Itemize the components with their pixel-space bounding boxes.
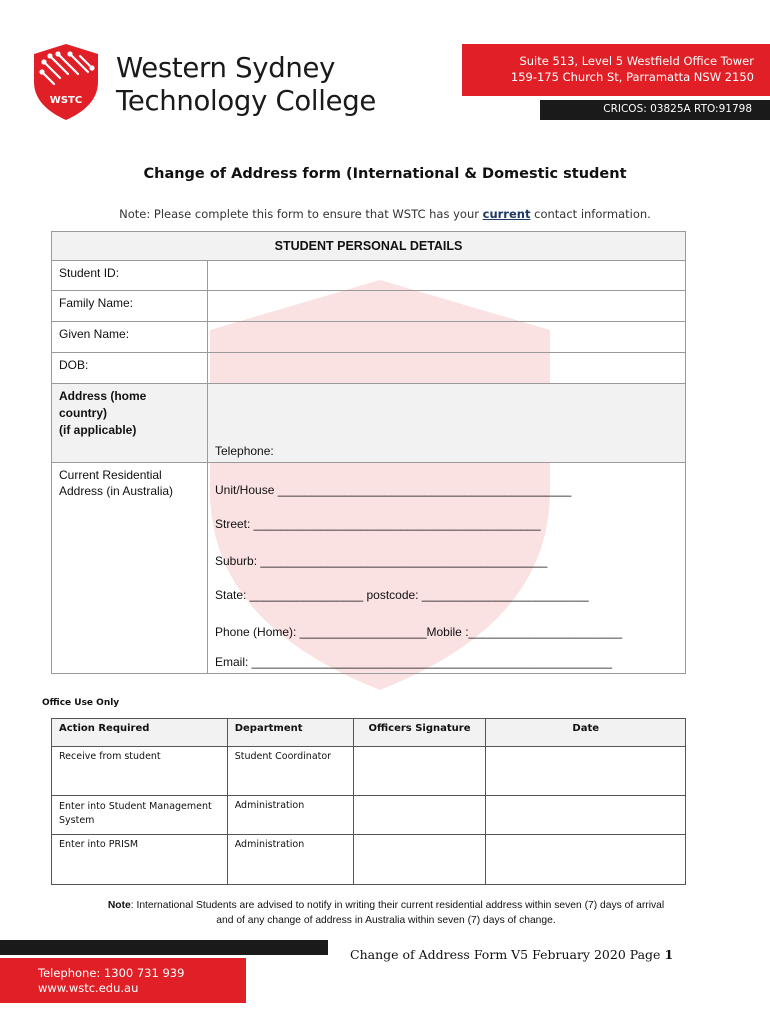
footer-website[interactable]: www.wstc.edu.au [38, 981, 139, 995]
given-name-label: Given Name: [59, 327, 130, 341]
note-top-text: Note: Please complete this form to ensure that WSTC has your [119, 207, 483, 221]
home-address-label [59, 388, 146, 439]
address-line2: 159-175 Church St, Parramatta NSW 2150 [510, 70, 754, 84]
home-address-field[interactable] [208, 384, 686, 434]
wstc-logo-icon [28, 40, 104, 122]
form-title: Change of Address form (International & Domestic student [143, 166, 627, 182]
college-name [116, 52, 376, 118]
signature-cell[interactable] [353, 747, 486, 796]
col-officers-signature: Officers Signature [353, 719, 486, 747]
col-action-required: Action Required [52, 719, 228, 747]
office-use-label: Office Use Only [42, 698, 120, 708]
table-row [52, 835, 686, 885]
student-id-label: Student ID: [59, 266, 120, 280]
home-address-label-line1: Address (home [59, 389, 147, 403]
note-bottom-bold: Note [107, 900, 131, 911]
family-name-label: Family Name: [59, 296, 134, 310]
street-field[interactable]: Street: ___________________________________________ [215, 517, 541, 531]
student-id-field[interactable] [208, 261, 686, 290]
note-top-text-end: contact information. [530, 207, 651, 221]
personal-details-table [51, 231, 686, 674]
note-top-emphasis: current [482, 207, 531, 221]
email-field[interactable]: Email: ______________________________________________________ [215, 655, 613, 669]
footer-black-band [0, 940, 328, 955]
footer-telephone: Telephone: 1300 731 939 [38, 966, 185, 980]
current-address-label-line1: Current Residential [59, 468, 162, 482]
table-cell: Enter into Student Management System [52, 796, 228, 835]
personal-details-heading: STUDENT PERSONAL DETAILS [52, 232, 685, 260]
note-top [0, 207, 770, 221]
table-row [52, 796, 686, 835]
table-cell: Administration [227, 796, 353, 835]
state-postcode-field[interactable]: State: _________________ postcode: _________________________ [215, 588, 589, 602]
date-cell[interactable] [486, 747, 686, 796]
dob-label: DOB: [59, 358, 89, 372]
signature-cell[interactable] [353, 796, 486, 835]
table-cell: Administration [227, 835, 353, 885]
note-bottom [36, 898, 736, 928]
page-number: 1 [664, 947, 674, 962]
note-bottom-line2: and of any change of address in Australia within seven (7) days of change. [216, 915, 556, 926]
current-address-label [59, 467, 173, 499]
note-bottom-line1: : International Students are advised to notify in writing their current residential address within seven (7) days of arrival [130, 900, 665, 911]
signature-cell[interactable] [353, 835, 486, 885]
telephone-label: Telephone: [215, 444, 274, 458]
given-name-field[interactable] [208, 322, 686, 352]
table-cell: Student Coordinator [227, 747, 353, 796]
cricos-rto: CRICOS: 03825A RTO:91798 [603, 103, 752, 115]
family-name-field[interactable] [208, 291, 686, 321]
home-address-label-line3: (if applicable) [59, 423, 137, 437]
office-address [472, 53, 754, 85]
suburb-field[interactable]: Suburb: ___________________________________________ [215, 554, 548, 568]
form-version-text: Change of Address Form V5 February 2020 Page [350, 947, 665, 962]
unit-house-field[interactable]: Unit/House ____________________________________________ [215, 483, 572, 497]
svg-text:WSTC: WSTC [49, 95, 83, 106]
footer-form-version [350, 947, 673, 962]
college-name-line1: Western Sydney [116, 52, 336, 84]
date-cell[interactable] [486, 835, 686, 885]
table-cell: Receive from student [52, 747, 228, 796]
office-use-table [51, 718, 686, 885]
col-date: Date [486, 719, 686, 747]
table-cell: Enter into PRISM [52, 835, 228, 885]
phone-mobile-field[interactable]: Phone (Home): ___________________Mobile :_______________________ [215, 625, 623, 639]
col-department: Department [227, 719, 353, 747]
office-table-header [52, 719, 686, 747]
date-cell[interactable] [486, 796, 686, 835]
college-name-line2: Technology College [116, 85, 376, 117]
address-line1: Suite 513, Level 5 Westfield Office Tower [519, 54, 754, 68]
home-address-label-line2: country) [59, 406, 107, 420]
table-row [52, 747, 686, 796]
current-address-label-line2: Address (in Australia) [59, 484, 174, 498]
dob-field[interactable] [208, 353, 686, 383]
footer-contact [38, 966, 184, 996]
